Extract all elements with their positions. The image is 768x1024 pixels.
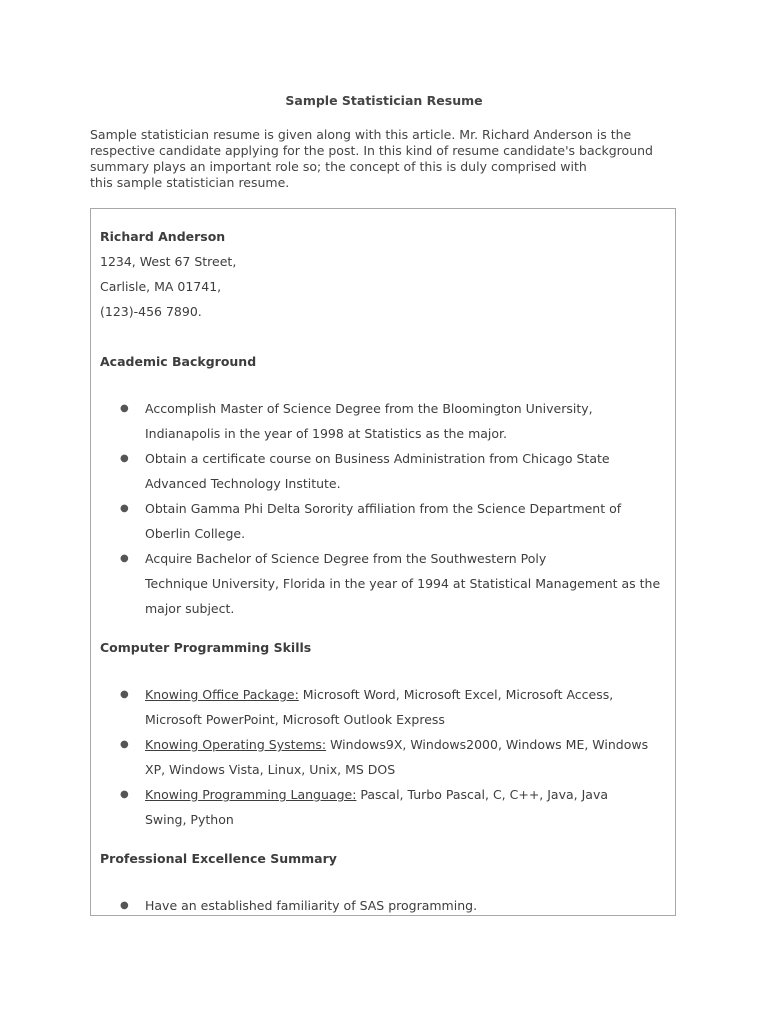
list-item: ● Knowing Office Package: Microsoft Word, Microsoft Excel, Microsoft Access, Microsoft PowerPoint, Microsoft Outlook Express [100, 682, 670, 732]
skill-label: Knowing Programming Language: [145, 787, 357, 802]
document-title: Sample Statistician Resume [285, 93, 483, 108]
address-line: Carlisle, MA 01741, [100, 279, 222, 294]
list-item: ● Accomplish Master of Science Degree from the Bloomington University, Indianapolis in the year of 1998 at Statistics as the major. [100, 396, 670, 446]
list-item: ● Obtain a certificate course on Business Administration from Chicago State Advanced Technology Institute. [100, 446, 670, 496]
bullet-icon: ● [120, 553, 129, 564]
bullet-icon: ● [120, 503, 129, 514]
bullet-icon: ● [120, 789, 129, 800]
list-item: ● Knowing Operating Systems: Windows9X, Windows2000, Windows ME, Windows XP, Windows Vista, Linux, Unix, MS DOS [100, 732, 670, 782]
section-heading-professional: Professional Excellence Summary [100, 851, 337, 866]
bullet-icon: ● [120, 689, 129, 700]
skill-label: Knowing Office Package: [145, 687, 299, 702]
list-item: ● Obtain Gamma Phi Delta Sorority affiliation from the Science Department of Oberlin College. [100, 496, 670, 546]
list-item: ● Acquire Bachelor of Science Degree from the Southwestern Poly Technique University, Florida in the year of 1994 at Statistical Management as the major subject. [100, 546, 670, 621]
section-heading-programming: Computer Programming Skills [100, 640, 312, 655]
bullet-icon: ● [120, 453, 129, 464]
bullet-icon: ● [120, 900, 129, 911]
academic-list [100, 396, 670, 621]
professional-list [100, 893, 670, 918]
intro-line: respective candidate applying for the post. In this kind of resume candidate's background [90, 143, 653, 158]
intro-paragraph [90, 127, 690, 191]
phone-line: (123)-456 7890. [100, 304, 202, 319]
bullet-icon: ● [120, 403, 129, 414]
section-heading-academic: Academic Background [100, 354, 257, 369]
intro-line: this sample statistician resume. [90, 175, 290, 190]
list-item: ● Knowing Programming Language: Pascal, Turbo Pascal, C, C++, Java, Java Swing, Python [100, 782, 670, 832]
address-line: 1234, West 67 Street, [100, 254, 237, 269]
bullet-icon: ● [120, 739, 129, 750]
resume-box [90, 208, 676, 916]
programming-list [100, 682, 670, 832]
resume-content [100, 227, 670, 918]
candidate-name: Richard Anderson [100, 229, 226, 244]
intro-line: summary plays an important role so; the concept of this is duly comprised with [90, 159, 587, 174]
skill-label: Knowing Operating Systems: [145, 737, 327, 752]
list-item: ● Have an established familiarity of SAS programming. [100, 893, 670, 918]
intro-line: Sample statistician resume is given along with this article. Mr. Richard Anderson is the [90, 127, 632, 142]
